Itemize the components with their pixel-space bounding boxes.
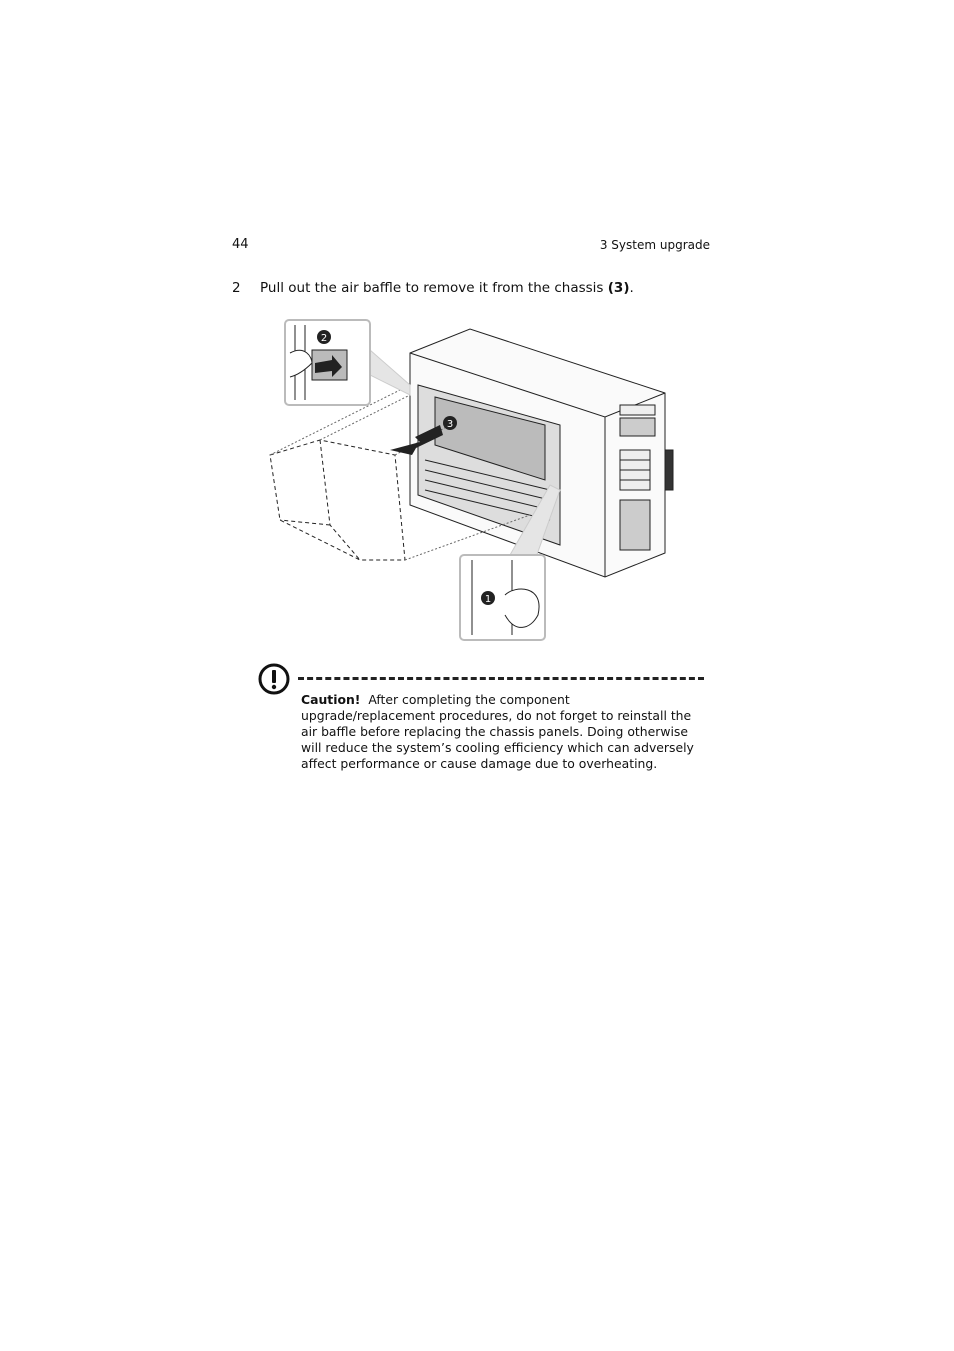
svg-text:1: 1 <box>484 594 492 605</box>
svg-text:3: 3 <box>446 419 454 430</box>
step-instruction <box>232 280 634 296</box>
step-number: 2 <box>232 280 241 296</box>
step-text: Pull out the air baffle to remove it from the chassis <box>260 280 608 296</box>
caution-label: Caution! <box>301 692 361 707</box>
step-end: . <box>629 280 634 296</box>
caution-body: After completing the component upgrade/replacement procedures, do not forget to reinstall the air baffle before replacing the chassis panels. Doing otherwise will reduce the system’s cooling efficiency which can adversely affect performance or cause damage due to overheating. <box>301 692 694 771</box>
running-head: 3 System upgrade <box>599 238 710 252</box>
callout-3 <box>443 416 457 430</box>
svg-text:2: 2 <box>320 333 328 344</box>
callout-1 <box>481 591 495 605</box>
page-number: 44 <box>232 237 249 252</box>
step-ref: (3) <box>607 280 630 296</box>
caution-note <box>301 692 705 772</box>
callout-2 <box>317 330 331 344</box>
caution-icon <box>258 663 290 695</box>
air-baffle-removal-illustration <box>260 315 690 645</box>
caution-divider <box>298 677 704 680</box>
